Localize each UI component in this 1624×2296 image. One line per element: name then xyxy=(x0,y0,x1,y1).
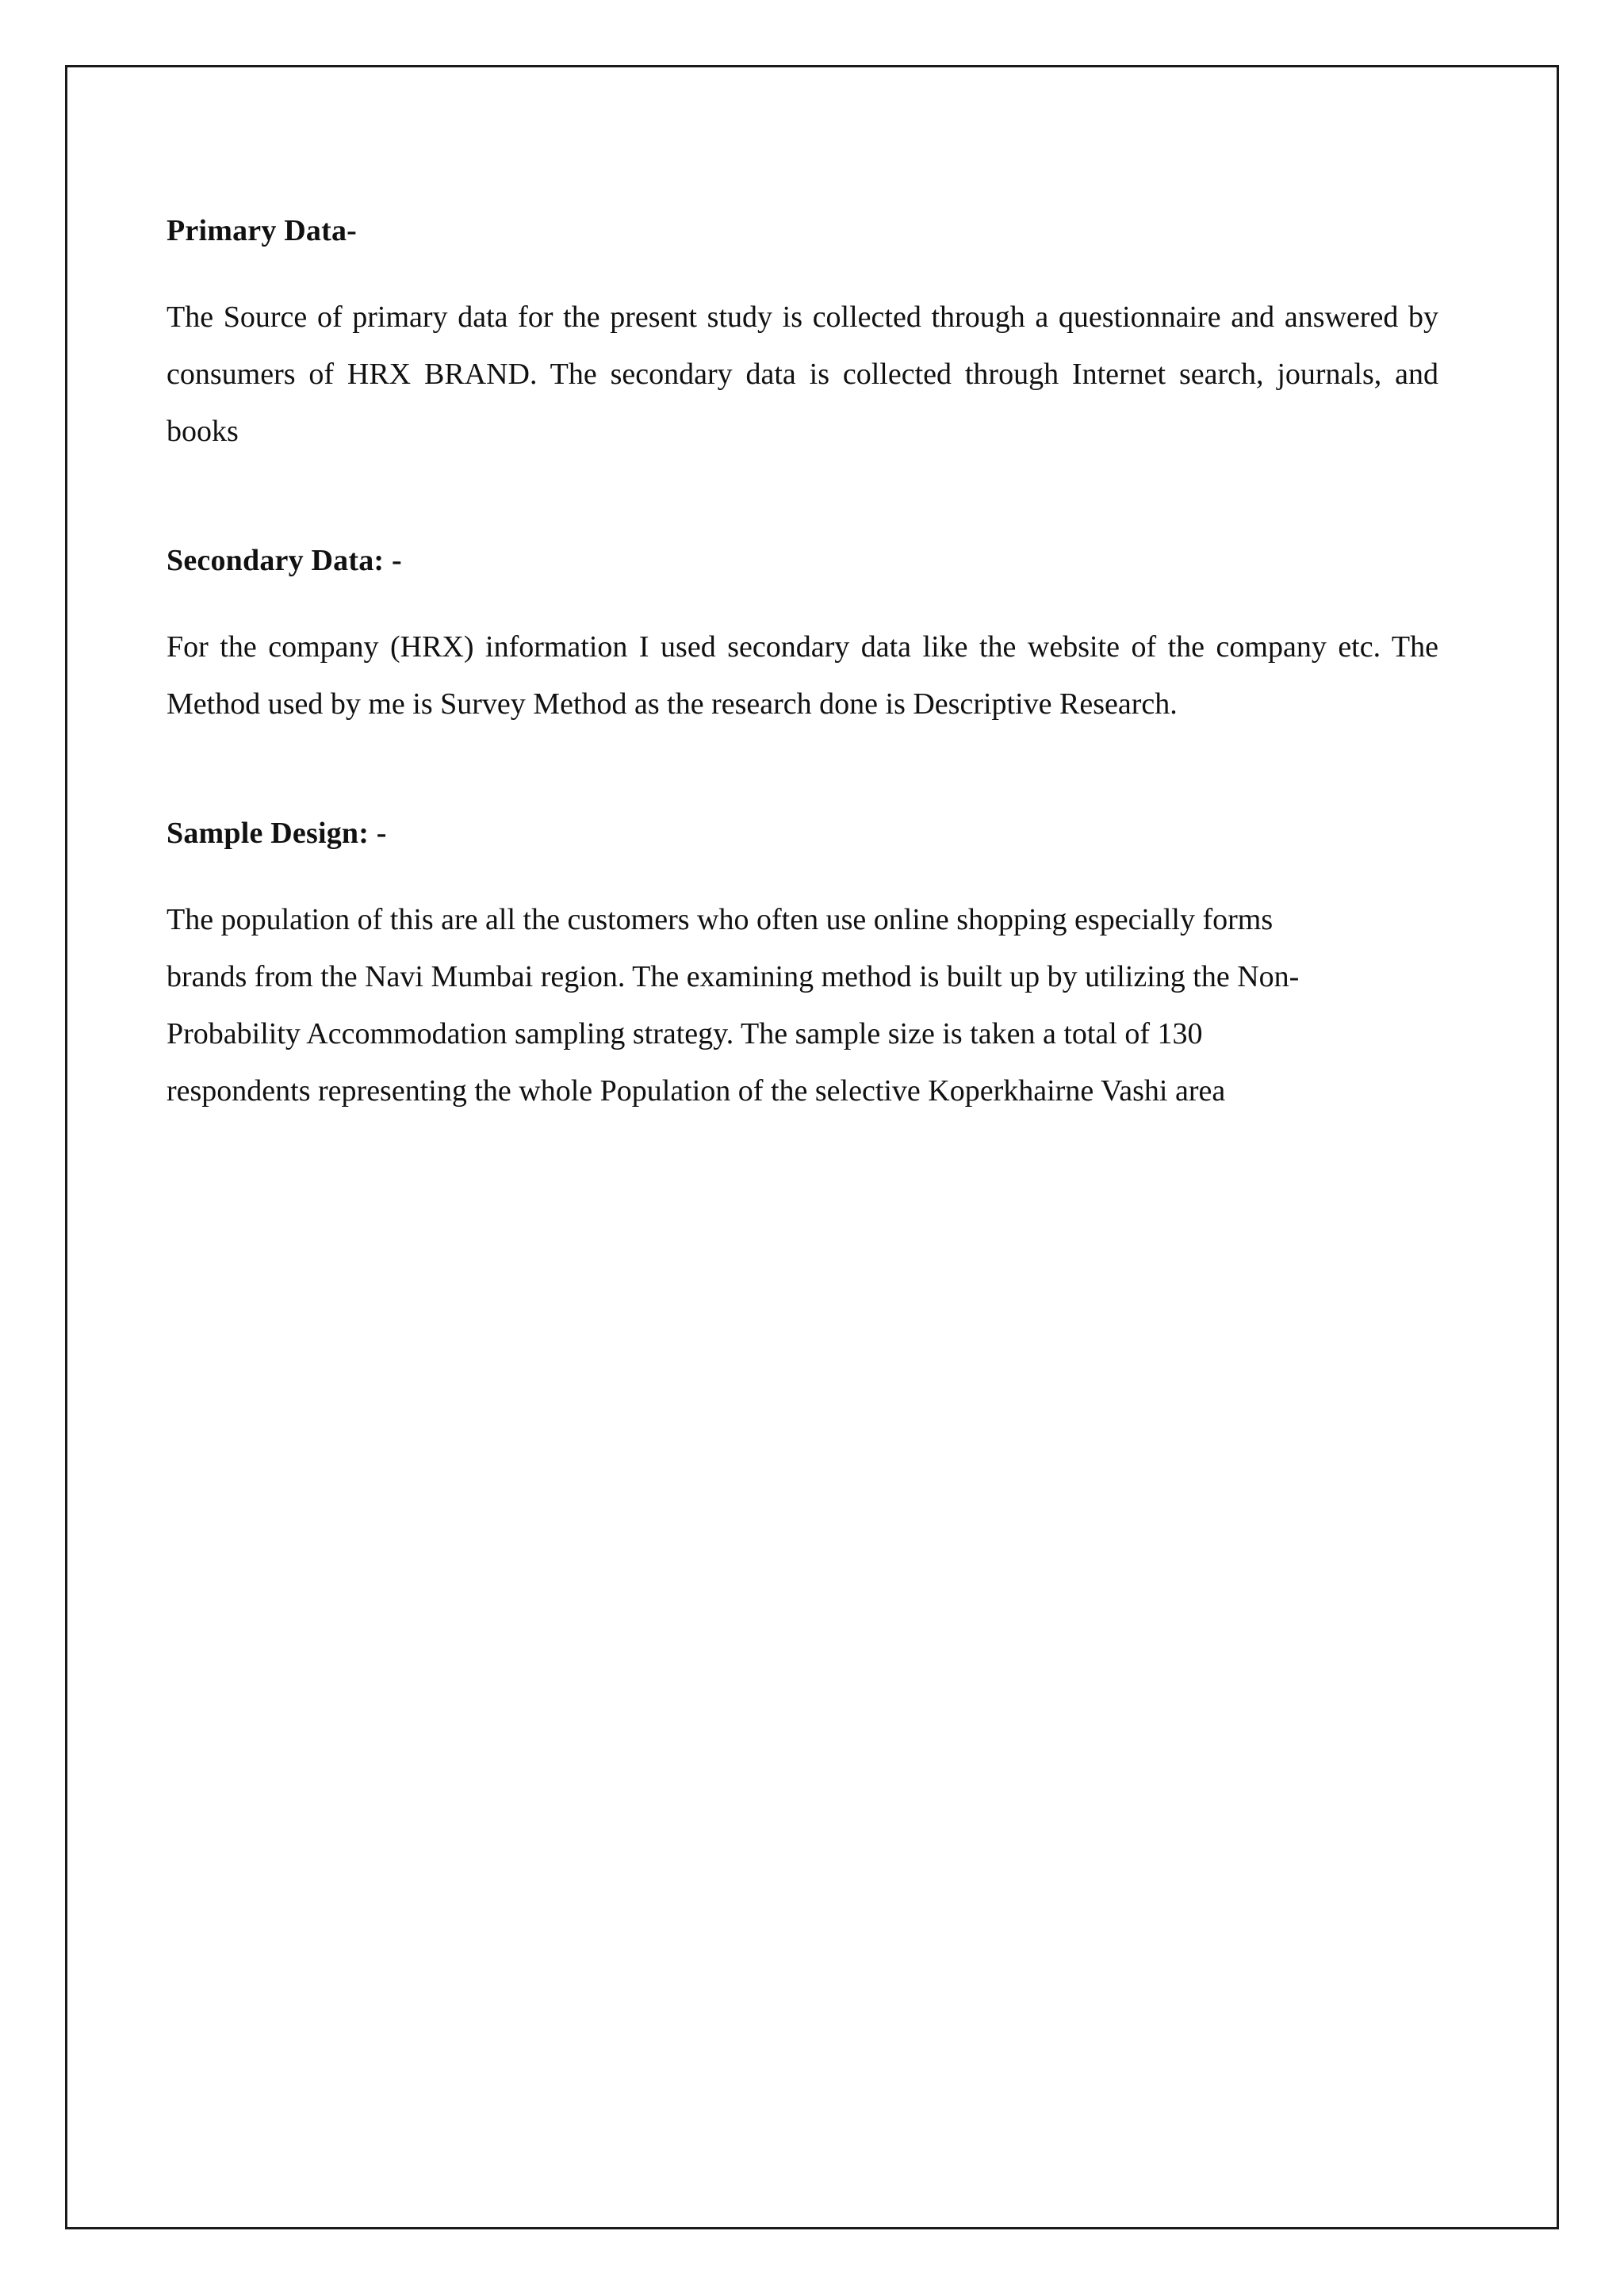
secondary-data-heading: Secondary Data: - xyxy=(167,544,402,577)
document-body xyxy=(167,211,1438,1119)
sample-design-line-3: Probability Accommodation sampling strategy. The sample size is taken a total of 130 xyxy=(167,1017,1203,1050)
secondary-data-paragraph: For the company (HRX) information I used secondary data like the website of the company etc. The Method used by me is Survey Method as the research done is Descriptive Research. xyxy=(167,630,1438,721)
primary-data-heading: Primary Data- xyxy=(167,214,358,247)
sample-design-heading: Sample Design: - xyxy=(167,817,387,850)
sample-design-line-1: The population of this are all the customers who often use online shopping especially forms xyxy=(167,903,1274,936)
sample-design-line-4: respondents representing the whole Population of the selective Koperkhairne Vashi area xyxy=(167,1074,1226,1108)
sample-design-line-2: brands from the Navi Mumbai region. The examining method is built up by utilizing the Non- xyxy=(167,960,1300,993)
sample-design-paragraph xyxy=(167,891,1438,1119)
primary-data-paragraph: The Source of primary data for the present study is collected through a questionnaire and answered by consumers of HRX BRAND. The secondary data is collected through Internet search, journals, and books xyxy=(167,300,1438,448)
